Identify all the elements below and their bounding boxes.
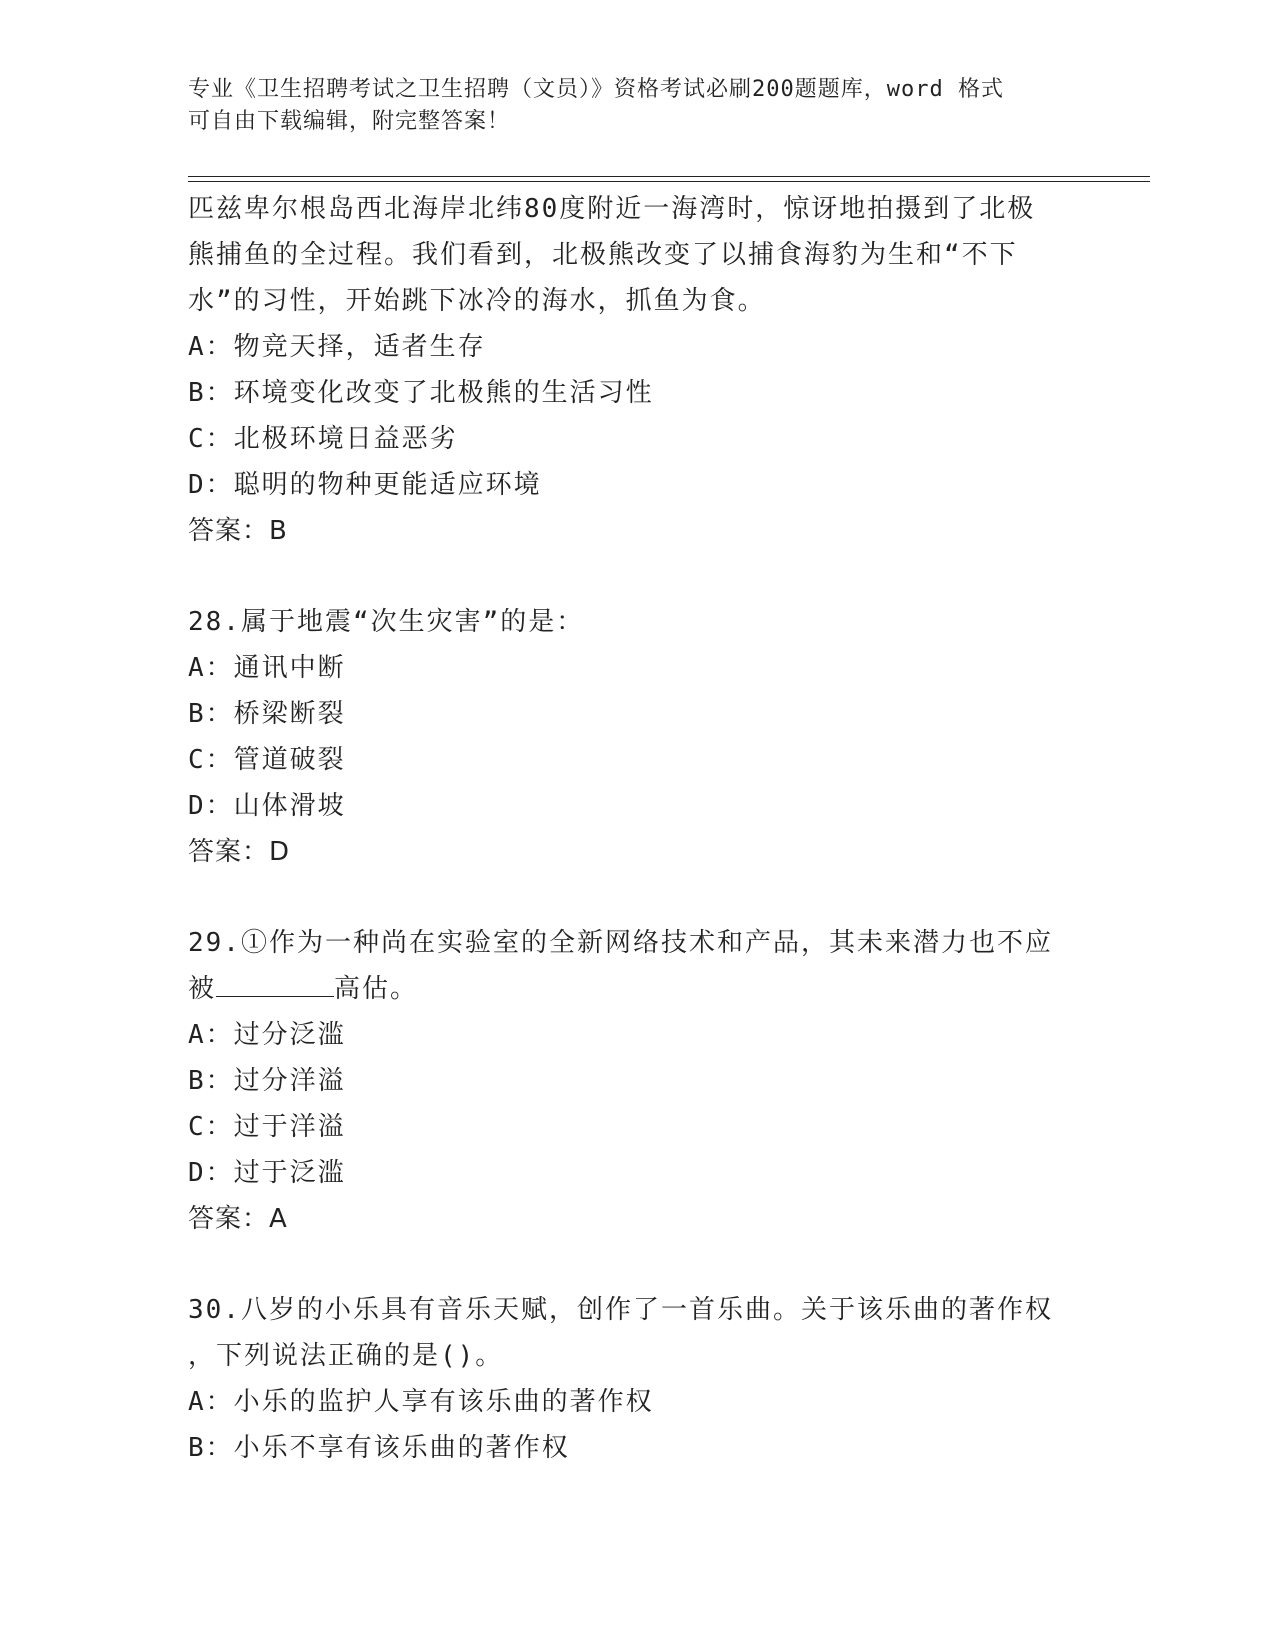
header-rule-bottom <box>188 181 1150 182</box>
option-a: A：过分泛滥 <box>188 1020 346 1050</box>
option-c: C：过于洋溢 <box>188 1112 346 1142</box>
question-list <box>188 186 1148 1471</box>
question-text-before-blank: 被 <box>188 974 217 1004</box>
question-text-line: 水”的习性，开始跳下冰冷的海水，抓鱼为食。 <box>188 286 766 316</box>
option-d: D：山体滑坡 <box>188 791 346 821</box>
document-header <box>188 74 1088 138</box>
question-text-line: 熊捕鱼的全过程。我们看到，北极熊改变了以捕食海豹为生和“不下 <box>188 240 1018 270</box>
option-a: A：通讯中断 <box>188 653 346 683</box>
option-a: A：物竞天择，适者生存 <box>188 332 486 362</box>
option-b: B：过分洋溢 <box>188 1066 346 1096</box>
question-spacer <box>188 875 1148 920</box>
question-text-line: ，下列说法正确的是()。 <box>188 1341 504 1371</box>
answer-label: 答案：B <box>188 516 288 546</box>
option-b: B：小乐不享有该乐曲的著作权 <box>188 1433 570 1463</box>
header-rule-top <box>188 176 1150 177</box>
question-29 <box>188 920 1148 1242</box>
option-a: A：小乐的监护人享有该乐曲的著作权 <box>188 1387 654 1417</box>
header-line-1: 专业《卫生招聘考试之卫生招聘（文员）》资格考试必刷200题题库，word 格式 <box>188 77 1004 102</box>
option-b: B：桥梁断裂 <box>188 699 346 729</box>
question-spacer <box>188 554 1148 599</box>
option-b: B：环境变化改变了北极熊的生活习性 <box>188 378 654 408</box>
question-27 <box>188 186 1148 554</box>
header-line-2: 可自由下载编辑，附完整答案！ <box>188 109 511 134</box>
question-text-line: 28.属于地震“次生灾害”的是： <box>188 607 585 637</box>
answer-label: 答案：A <box>188 1204 288 1234</box>
fill-in-blank <box>216 966 334 997</box>
question-text-line: 29.①作为一种尚在实验室的全新网络技术和产品，其未来潜力也不应 <box>188 928 1053 958</box>
answer-label: 答案：D <box>188 837 291 867</box>
option-c: C：北极环境日益恶劣 <box>188 424 458 454</box>
question-text-line: 30.八岁的小乐具有音乐天赋，创作了一首乐曲。关于该乐曲的著作权 <box>188 1295 1053 1325</box>
question-text-after-blank: 高估。 <box>334 974 419 1004</box>
question-text-line <box>188 966 1148 1012</box>
question-30 <box>188 1287 1148 1471</box>
question-spacer <box>188 1242 1148 1287</box>
option-d: D：过于泛滥 <box>188 1158 346 1188</box>
question-text-line: 匹兹卑尔根岛西北海岸北纬80度附近一海湾时，惊讶地拍摄到了北极 <box>188 194 1036 224</box>
question-28 <box>188 599 1148 875</box>
option-d: D：聪明的物种更能适应环境 <box>188 470 542 500</box>
option-c: C：管道破裂 <box>188 745 346 775</box>
